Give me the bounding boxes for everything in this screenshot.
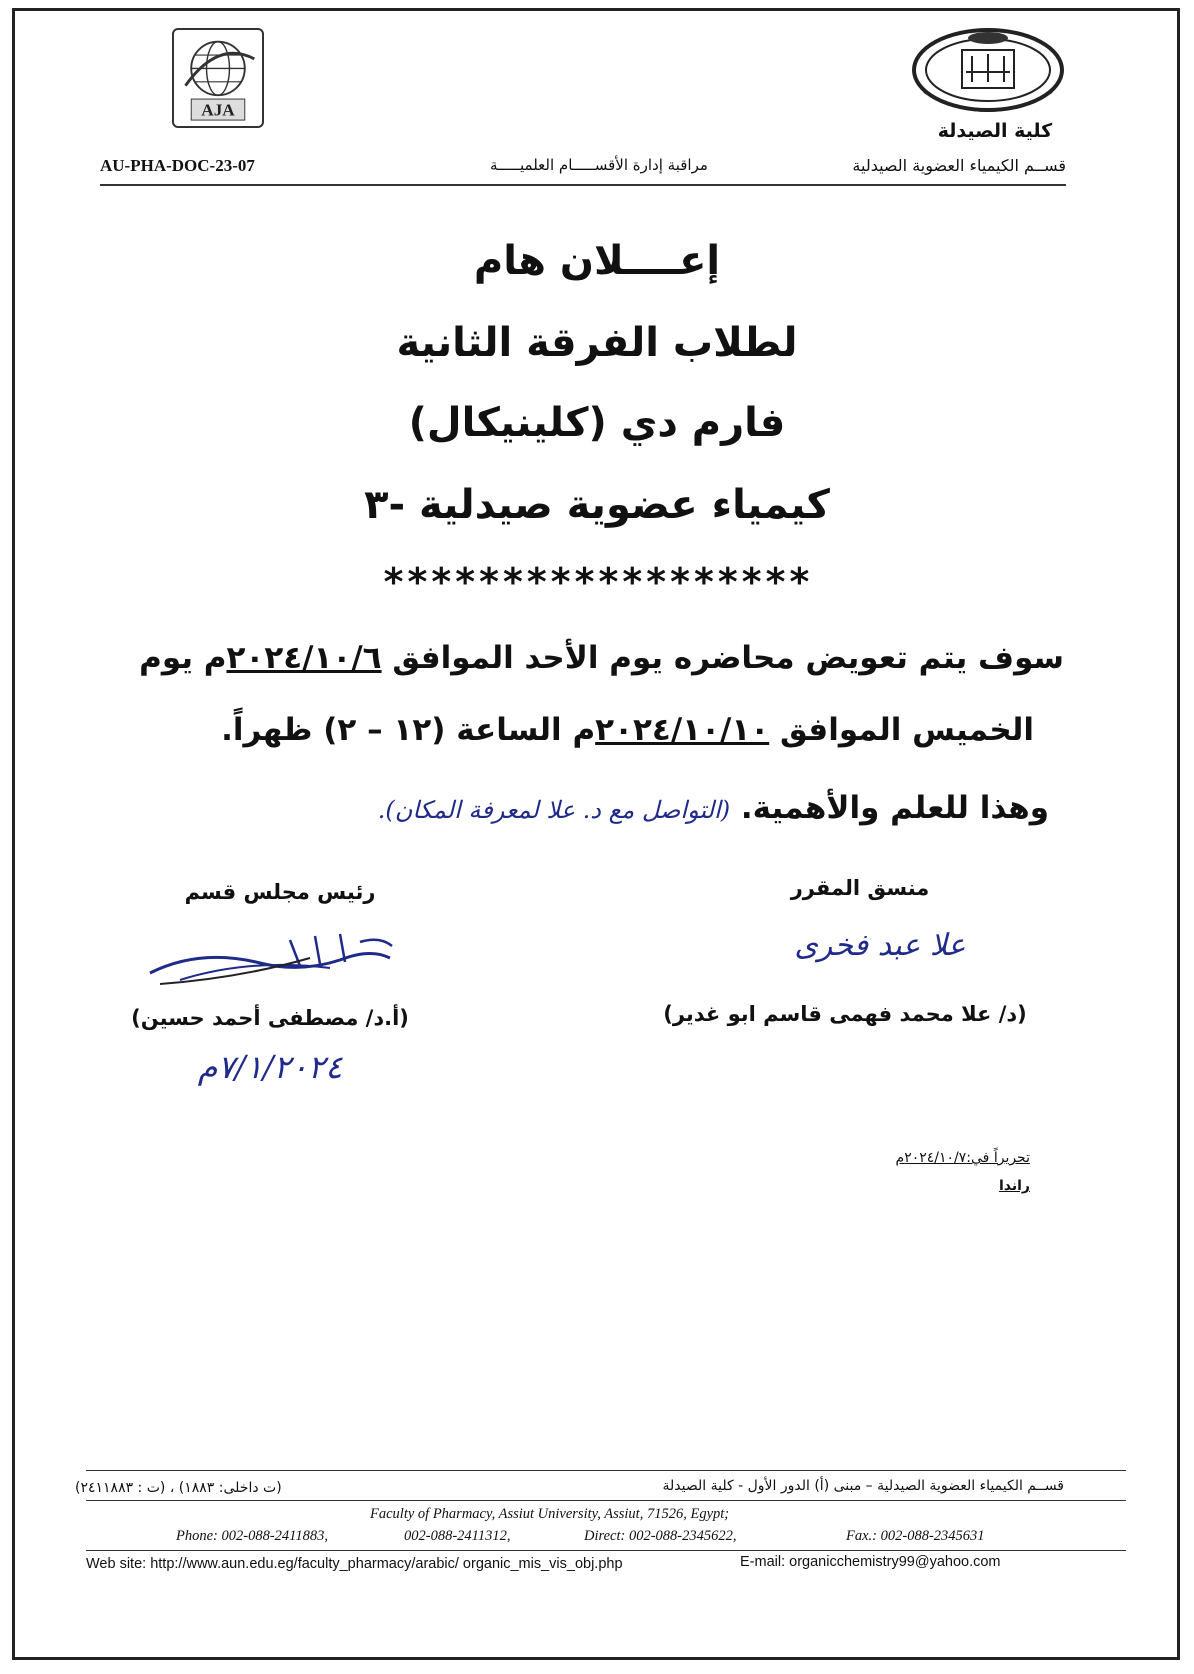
footer-address-ar: قســم الكيمياء العضوية الصيدلية – مبنى (أ) الدور الأول - كلية الصيدلة [662,1478,1064,1494]
body-text: سوف يتم تعويض محاضره يوم الأحد الموافق [381,640,1064,676]
announcement-audience: لطلاب الفرقة الثانية [396,320,798,366]
handwritten-date: ٧/١/٢٠٢٤م [197,1048,343,1086]
announcement-title: إعــــلان هام [473,238,721,284]
header-row [100,148,1066,186]
university-seal [910,22,1066,122]
announcement-program: فارم دي (كلينيكال) [408,400,786,446]
faculty-name: كلية الصيدلة [937,120,1053,142]
body-line-2 [64,712,1034,748]
footer-phone-2: 002-088-2411312, [404,1528,511,1544]
footer-email[interactable]: E-mail: organicchemistry99@yahoo.com [740,1554,1001,1570]
department-name: قســم الكيمياء العضوية الصيدلية [852,156,1066,175]
coordinator-name: (د/ علا محمد فهمى قاسم ابو غدير) [663,1002,1027,1026]
svg-text:AJA: AJA [201,100,235,120]
footer-phone-1: Phone: 002-088-2411883, [176,1528,328,1544]
coordinator-signature: علا عبد فخرى [794,928,966,963]
globe-icon [174,30,262,126]
body-text: الخميس الموافق [769,712,1034,748]
body-text: م الساعة (١٢ – ٢) ظهراً. [221,712,596,748]
closing-text: وهذا للعلم والأهمية. [740,790,1049,826]
typist-name: راندا [998,1178,1030,1194]
head-title: رئيس مجلس قسم [184,880,376,904]
issue-date: تحريراً في:٢٠٢٤/١٠/٧م [895,1150,1030,1166]
body-line-1 [94,640,1064,676]
footer-bottom-rule [86,1550,1126,1551]
coordinator-title: منسق المقرر [790,876,930,900]
footer-mid-rule [86,1500,1126,1501]
footer-top-rule [86,1470,1126,1471]
footer-phones-ar: (ت داخلى: ١٨٨٣) ، (ت : ٢٤١١٨٨٣) [75,1480,282,1496]
body-text: م يوم [139,640,227,676]
makeup-date: ٢٠٢٤/١٠/١٠ [595,712,770,748]
announcement-course: كيمياء عضوية صيدلية -٣ [364,482,830,528]
star-separator: ****************** [382,560,812,604]
handwritten-note: (التواصل مع د. علا لمعرفة المكان). [377,796,731,824]
original-date: ٢٠٢٤/١٠/٦ [226,640,382,676]
footer-address-en: Faculty of Pharmacy, Assiut University, Assiut, 71526, Egypt; [370,1506,730,1522]
body-line-3 [79,790,1049,826]
footer-fax: Fax.: 002-088-2345631 [846,1528,985,1544]
head-signature [140,918,400,998]
header-middle-text: مراقبة إدارة الأقســـــام العلميـــــة [490,156,708,174]
document-code: AU-PHA-DOC-23-07 [100,156,255,175]
aja-logo [172,28,264,128]
footer-direct: Direct: 002-088-2345622, [584,1528,737,1544]
footer-website[interactable]: Web site: http://www.aun.edu.eg/faculty_pharmacy/arabic/ organic_mis_vis_obj.php [86,1556,623,1572]
head-name: (أ.د/ مصطفى أحمد حسين) [131,1006,409,1030]
